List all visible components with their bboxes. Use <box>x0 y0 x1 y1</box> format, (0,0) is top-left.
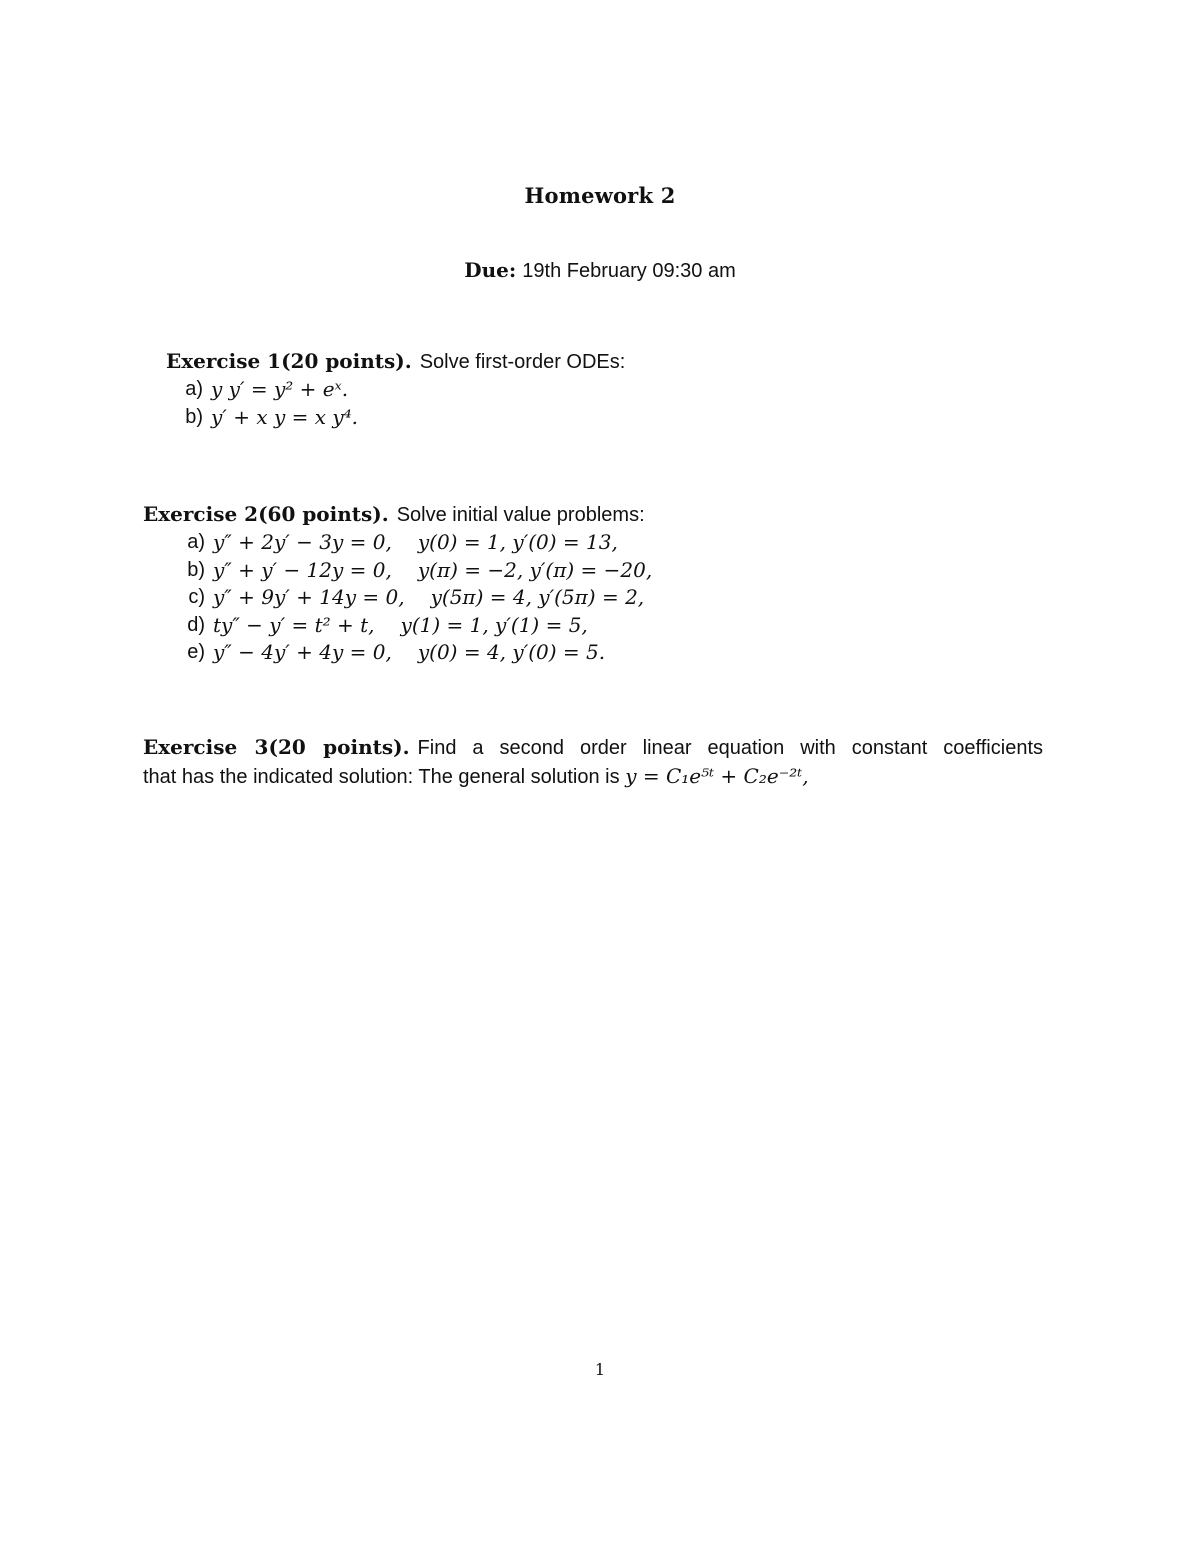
exercise-2-title: Exercise 2(60 points). <box>143 502 389 526</box>
exercise-2-instruction: Solve initial value problems: <box>396 504 645 526</box>
item-label: c) <box>188 586 205 608</box>
item-equation: y″ − 4y′ + 4y = 0, <box>213 640 392 664</box>
item-label: d) <box>187 613 205 636</box>
item-initial-conditions: y(5π) = 4, y′(5π) = 2, <box>430 585 645 609</box>
exercise-3-line-1 <box>143 733 1043 762</box>
item-equation: ty″ − y′ = t² + t, <box>213 612 375 637</box>
exercise-2-heading <box>143 500 1063 529</box>
exercise-3-body <box>143 733 1063 791</box>
exercise-1-items <box>166 376 1086 431</box>
item-initial-conditions: y(π) = −2, y′(π) = −20, <box>417 557 653 582</box>
exercise-3-title: Exercise 3(20 points). <box>143 735 410 759</box>
item-initial-conditions: y(1) = 1, y′(1) = 5, <box>400 612 588 637</box>
item-initial-conditions: y(0) = 4, y′(0) = 5. <box>417 640 606 664</box>
item-label: b) <box>187 558 205 581</box>
exercise-2-item-e <box>143 639 1063 667</box>
item-label: a) <box>187 531 205 553</box>
item-initial-conditions: y(0) = 1, y′(0) = 13, <box>417 530 618 554</box>
item-equation: y″ + 9y′ + 14y = 0, <box>213 585 405 609</box>
due-label: Due: <box>464 258 517 282</box>
exercise-3-general-solution: y = C₁e⁵ᵗ + C₂e⁻²ᵗ, <box>625 764 809 788</box>
exercise-1-title: Exercise 1(20 points). <box>166 349 412 373</box>
exercise-3 <box>143 733 1063 791</box>
page-title: Homework 2 <box>524 183 676 208</box>
exercise-1-instruction: Solve first-order ODEs: <box>419 351 626 373</box>
exercise-2-item-d <box>143 612 1063 640</box>
exercise-2-items <box>143 529 1063 667</box>
exercise-1-item-a <box>166 376 1086 404</box>
exercise-1-item-b <box>166 404 1086 432</box>
page-number: 1 <box>594 1360 606 1379</box>
exercise-3-instruction-line-1: Find a second order linear equation with constant coefficients <box>417 737 1043 759</box>
exercise-2 <box>143 500 1063 667</box>
item-equation: y″ + y′ − 12y = 0, <box>213 557 392 582</box>
item-equation: y′ + x y = x y⁴. <box>211 404 359 429</box>
exercise-1 <box>166 347 1086 431</box>
exercise-2-item-b <box>143 557 1063 585</box>
item-equation: y y′ = y² + eˣ. <box>211 377 349 401</box>
exercise-1-heading <box>166 347 1086 376</box>
exercise-2-item-a <box>143 529 1063 557</box>
item-label: b) <box>185 405 203 428</box>
item-equation: y″ + 2y′ − 3y = 0, <box>213 530 392 554</box>
exercise-2-item-c <box>143 584 1063 612</box>
due-line <box>0 258 1200 283</box>
item-label: a) <box>185 378 203 400</box>
exercise-3-instruction-line-2: that has the indicated solution: The general solution is <box>143 766 620 788</box>
due-value: 19th February 09:30 am <box>522 260 736 282</box>
item-label: e) <box>187 641 205 663</box>
